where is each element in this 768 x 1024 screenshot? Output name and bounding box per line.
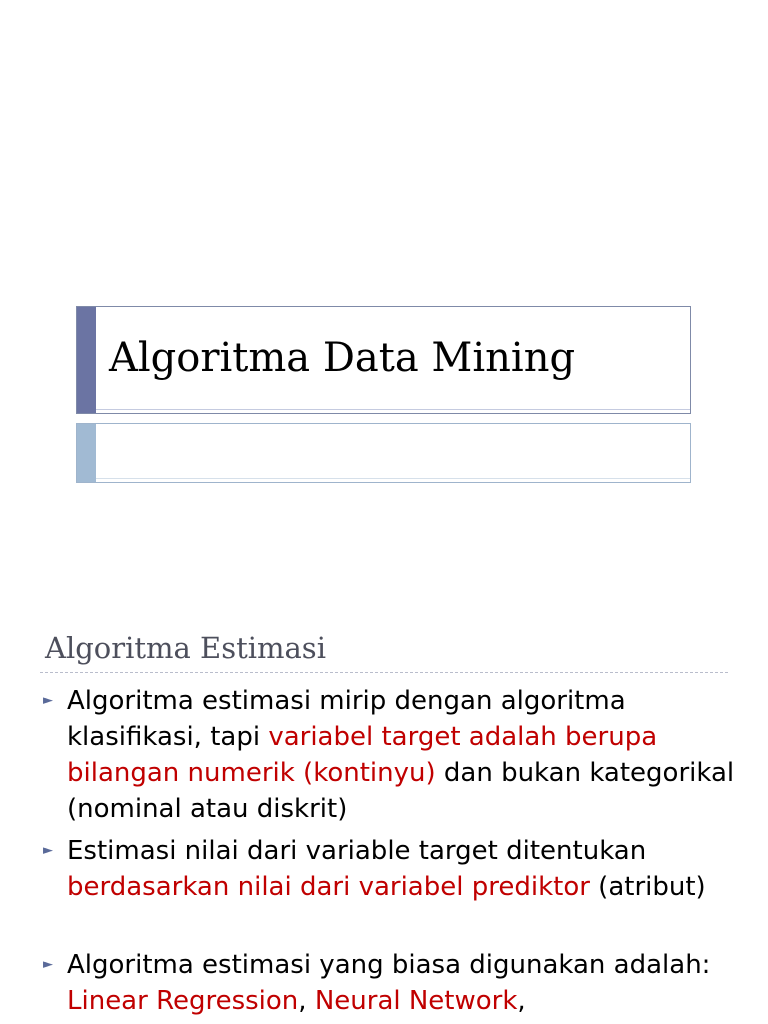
subtitle-underline <box>96 478 690 479</box>
subtitle-accent-bar <box>77 424 96 482</box>
bullet-item <box>43 833 737 905</box>
triangle-right-icon: ► <box>43 693 53 708</box>
bullet-highlight: variabel target adalah berupa bilangan numerik (kontinyu) <box>67 722 658 788</box>
title-placeholder <box>76 306 691 414</box>
title-accent-bar <box>77 307 96 413</box>
bullet-text: Algoritma estimasi yang biasa digunakan adalah: <box>67 950 711 980</box>
bullet-text: Algoritma estimasi mirip dengan algoritma klasifikasi, tapi <box>67 686 626 752</box>
title-underline <box>96 409 690 410</box>
subtitle-placeholder <box>76 423 691 483</box>
bullet-item <box>43 683 737 827</box>
triangle-right-icon: ► <box>43 843 53 858</box>
triangle-right-icon: ► <box>43 957 53 972</box>
bullet-text: Estimasi nilai dari variable target ditentukan <box>67 836 647 866</box>
bullet-separator: , <box>298 986 315 1016</box>
heading-divider <box>40 672 728 673</box>
bullet-text: dan bukan kategorikal (nominal atau diskrit) <box>67 758 735 824</box>
bullet-highlight: berdasarkan nilai dari variabel prediktor <box>67 872 590 902</box>
bullet-text: , <box>517 986 526 1016</box>
bullet-highlight: Linear Regression <box>67 986 299 1016</box>
bullet-item <box>43 947 737 1019</box>
slide-title: Algoritma Data Mining <box>109 335 576 381</box>
bullet-highlight: Neural Network <box>314 986 518 1016</box>
slide-heading: Algoritma Estimasi <box>45 631 326 665</box>
bullet-text: (atribut) <box>589 872 706 902</box>
